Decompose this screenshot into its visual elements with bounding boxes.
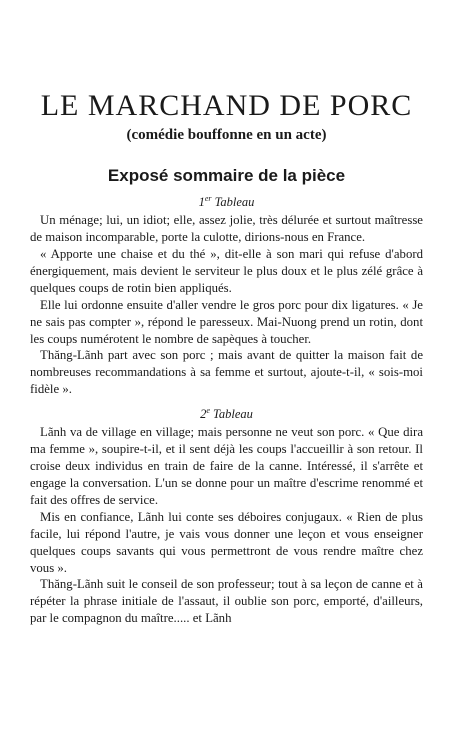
paragraph: Thăng-Lãnh suit le conseil de son professeur; tout à sa leçon de canne et à répéter la phrase initiale de l'assaut, il oublie son porc, emporté, d'ailleurs, par le compagnon du maître..... et Lãnh xyxy=(30,577,423,626)
paragraph: « Apporte une chaise et du thé », dit-elle à son mari qui refuse d'abord énergiquement, mais devient le serviteur le plus doux et le plus zélé grâce à quelques coups de rotin bien appliqués. xyxy=(30,246,423,295)
paragraph: Lãnh va de village en village; mais personne ne veut son porc. « Que dira ma femme », soupire-t-il, et il sent déjà les coups l'accueillir à son retour. Il croise deux individus en train de faire de la canne. Intéressé, il s'arrête et engage la conversation. L'un se donne pour un maître d'escrime renommé et fait des offres de service. xyxy=(30,425,423,507)
page-subtitle: (comédie bouffonne en un acte) xyxy=(126,127,327,143)
paragraph: Un ménage; lui, un idiot; elle, assez jolie, très délurée et surtout maîtresse de maison incomparable, porte la culotte, dirions-nous en France. xyxy=(30,213,423,245)
page-title: LE MARCHAND DE PORC xyxy=(40,89,413,122)
tableau-2-sup: e xyxy=(206,406,210,416)
tableau-2-number: 2 xyxy=(200,407,207,422)
tableau-1-sup: er xyxy=(204,194,212,203)
paragraph: Elle lui ordonne ensuite d'aller vendre le gros porc pour dix ligatures. « Je ne sais pas compter », répond le paresseux. Mai-Nuong prend un rotin, dont les coups numérotent le nombre de sapèques à toucher. xyxy=(30,297,423,346)
paragraph: Mis en confiance, Lãnh lui conte ses déboires conjugaux. « Rien de plus facile, lui répond l'autre, je vais vous donner une leçon et vous enseigner quelques coups savants qui vous permettront de vous rendre maître chez vous ». xyxy=(30,509,423,575)
tableau-1-number: 1 xyxy=(198,195,205,210)
paragraph: Thăng-Lãnh part avec son porc ; mais avant de quitter la maison fait de nombreuses recommandations à sa femme et surtout, ajoute-t-il, « sois-moi fidèle ». xyxy=(30,348,423,397)
tableau-2-word: Tableau xyxy=(213,407,253,422)
tableau-1-word: Tableau xyxy=(214,195,255,210)
document-page xyxy=(30,90,423,627)
tableau-2-label xyxy=(30,403,423,422)
tableau-1-label xyxy=(30,191,423,210)
section-heading: Exposé sommaire de la pièce xyxy=(107,166,346,185)
